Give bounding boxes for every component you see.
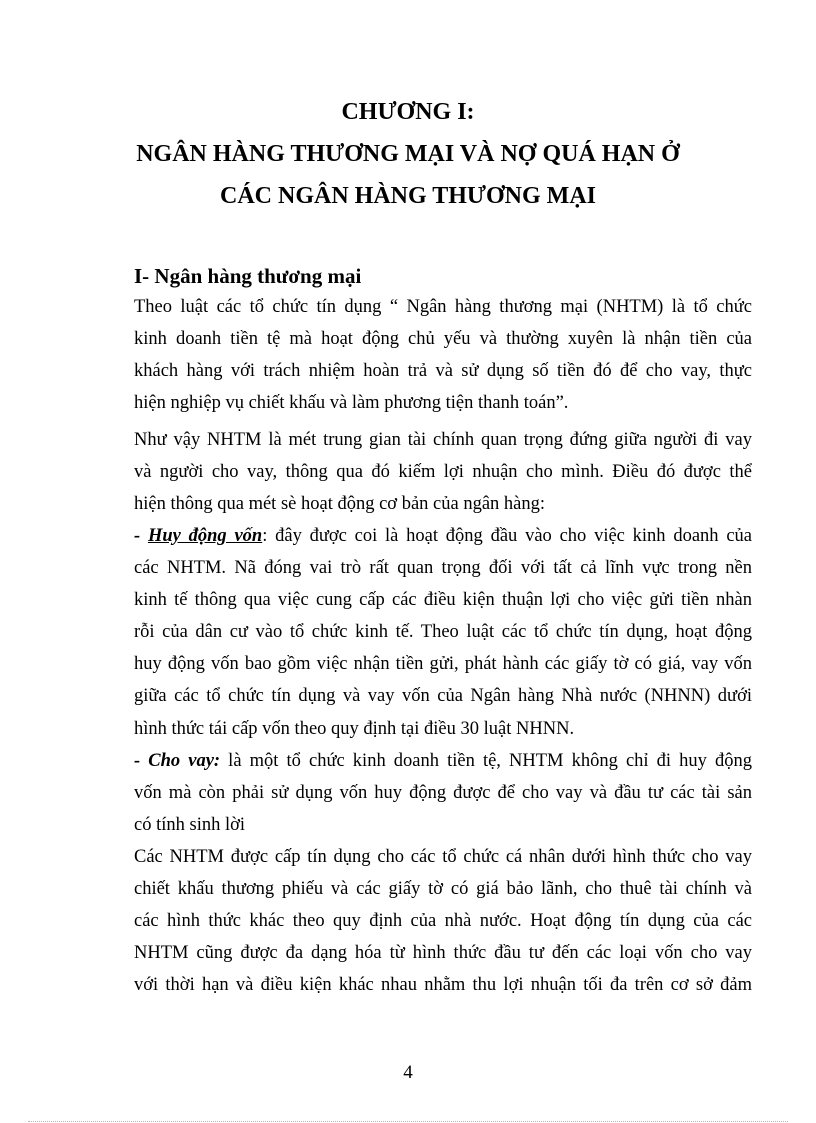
- paragraph-lending: [134, 745, 752, 841]
- chapter-title-line-1: NGÂN HÀNG THƯƠNG MẠI VÀ NỢ QUÁ HẠN Ở: [136, 141, 680, 167]
- term-huy-dong-von: Huy động vốn: [147, 526, 263, 546]
- text-line: NHTM cũng được đa dạng hóa từ hình thức đầu tư đến các loại vốn cho vay: [134, 943, 752, 964]
- text-line-with-term: [134, 520, 752, 552]
- text-line: và người cho vay, thông qua đó kiếm lợi nhuận cho mình. Điều đó được thể: [134, 462, 752, 483]
- text-line: Các NHTM được cấp tín dụng cho các tổ chức cá nhân dưới hình thức cho vay: [134, 847, 752, 867]
- term-line-rest: : đây được coi là hoạt động đầu vào cho việc kinh doanh của: [262, 526, 752, 546]
- text-line: Theo luật các tổ chức tín dụng “ Ngân hàng thương mại (NHTM) là tổ chức: [134, 297, 752, 317]
- text-line: chiết khấu thương phiếu và các giấy tờ có giá bảo lãnh, cho thuê tài chính và: [134, 879, 752, 900]
- text-line: hiện thông qua mét sè hoạt động cơ bản của ngân hàng:: [134, 494, 546, 515]
- text-line: Như vậy NHTM là mét trung gian tài chính quan trọng đứng giữa người đi vay: [134, 430, 752, 450]
- text-line: rỗi của dân cư vào tổ chức kinh tế. Theo luật các tổ chức tín dụng, hoạt động: [134, 622, 752, 643]
- page-number: 4: [403, 1062, 413, 1083]
- paragraph-credit-activities: [134, 841, 752, 1001]
- term-cho-vay: - Cho vay:: [134, 751, 221, 771]
- text-line: hiện nghiệp vụ chiết khấu và làm phương tiện thanh toán”.: [134, 393, 569, 414]
- chapter-number: CHƯƠNG I:: [341, 99, 475, 125]
- text-line: huy động vốn bao gồm việc nhận tiền gửi, phát hành các giấy tờ có giá, vay vốn: [134, 654, 752, 675]
- text-line: vốn mà còn phải sử dụng vốn huy động được để cho vay và đầu tư các tài sản: [134, 783, 752, 804]
- text-line: kinh tế thông qua việc cung cấp các điều kiện thuận lợi cho việc gửi tiền nhàn: [134, 590, 752, 611]
- text-line: với thời hạn và điều kiện khác nhau nhằm thu lợi nhuận tối đa trên cơ sở đảm: [134, 975, 752, 996]
- paragraph-intermediary: [134, 424, 752, 520]
- paragraph-definition: [134, 291, 752, 419]
- term-prefix: -: [134, 526, 148, 546]
- chapter-title-line-2: CÁC NGÂN HÀNG THƯƠNG MẠI: [220, 183, 596, 209]
- paragraph-capital-mobilization: [134, 520, 752, 745]
- text-line: giữa các tổ chức tín dụng và vay vốn của Ngân hàng Nhà nước (NHNN) dưới: [134, 686, 752, 707]
- text-line: hình thức tái cấp vốn theo quy định tại điều 30 luật NHNN.: [134, 718, 575, 739]
- text-line: kinh doanh tiền tệ mà hoạt động chủ yếu và thường xuyên là nhận tiền của: [134, 329, 752, 350]
- section-heading: I- Ngân hàng thương mại: [134, 264, 362, 288]
- text-line: các NHTM. Nã đóng vai trò rất quan trọng đối với tất cả lĩnh vực trong nền: [134, 558, 752, 579]
- page-edge-divider: [28, 1121, 788, 1122]
- text-line: có tính sinh lời: [134, 815, 246, 836]
- text-line: các hình thức khác theo quy định của nhà nước. Hoạt động tín dụng của các: [134, 911, 752, 932]
- text-line: khách hàng với trách nhiệm hoàn trả và sử dụng số tiền đó để cho vay, thực: [134, 361, 752, 382]
- term-line-rest: là một tổ chức kinh doanh tiền tệ, NHTM không chỉ đi huy động: [220, 751, 752, 771]
- text-line-with-term: [134, 745, 752, 777]
